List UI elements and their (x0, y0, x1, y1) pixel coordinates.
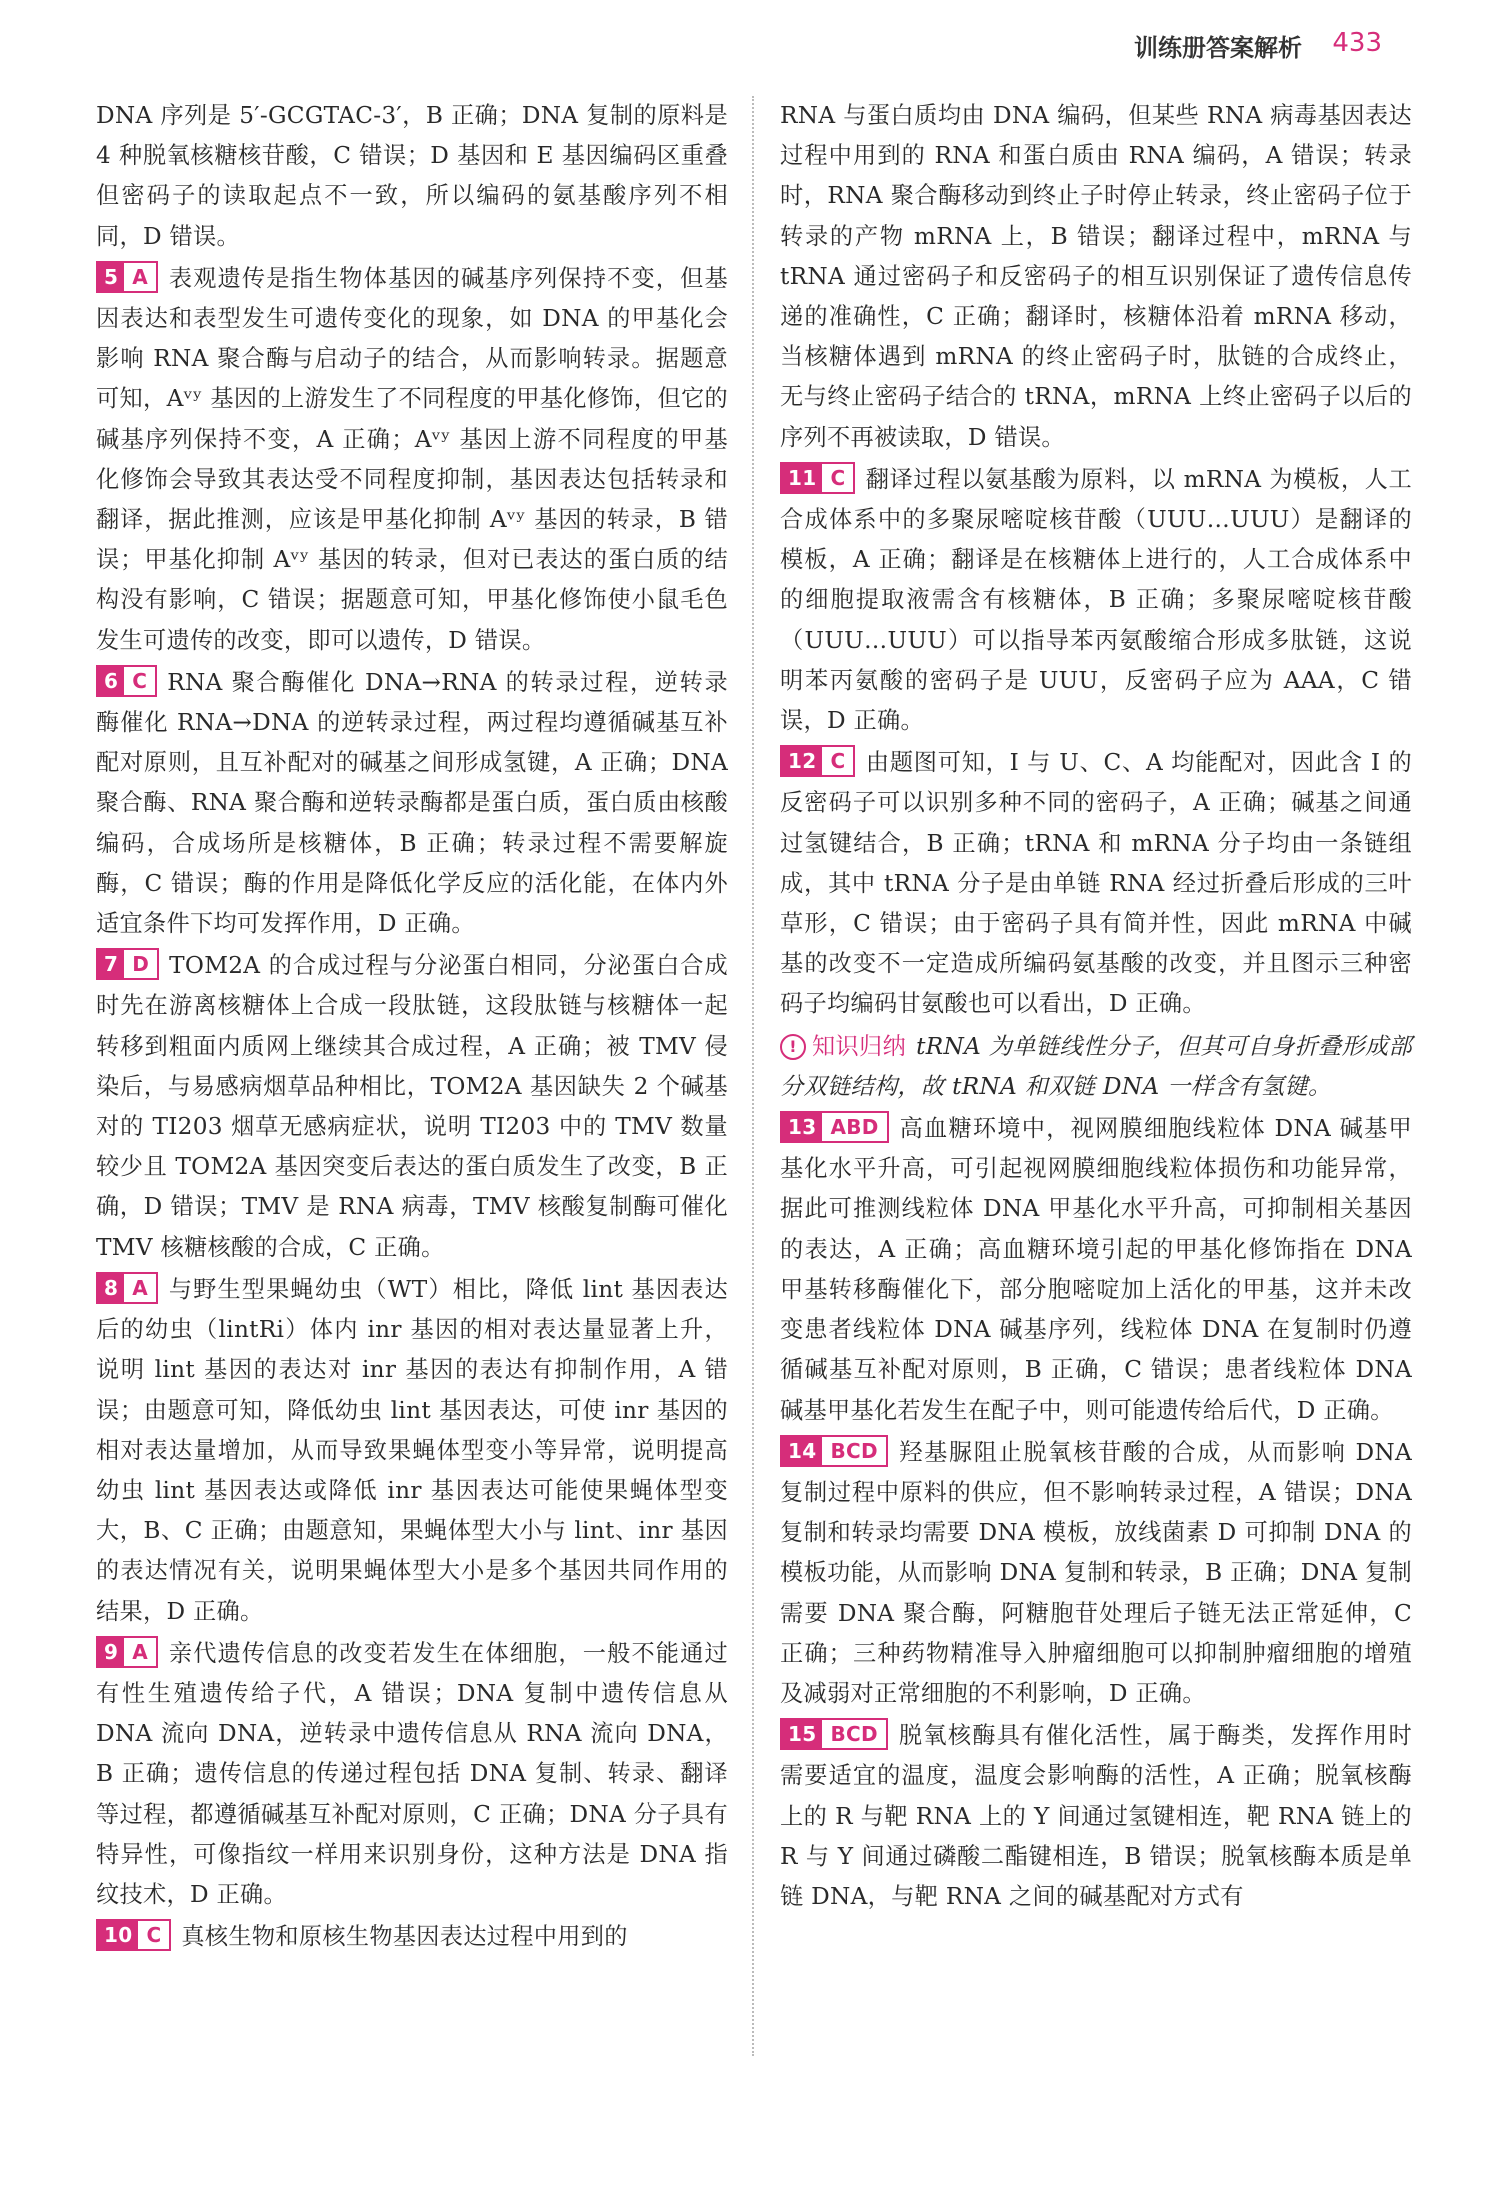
question-number: 11 (782, 464, 822, 492)
answer-tag (96, 1272, 158, 1304)
answer-text: TOM2A 的合成过程与分泌蛋白相同，分泌蛋白合成时先在游离核糖体上合成一段肽链，这段肽链与核糖体一起转移到粗面内质网上继续其合成过程，A 正确；被 TMV 侵染后，与易感病烟草品种相比，TOM2A 基因缺失 2 个碱基对的 TI203 烟草无感病症状，说明 TI203 中的 TMV 数量较少且 TOM2A 基因突变后表达的蛋白质发生了改变，B 正确，D 错误；TMV 是 RNA 病毒，TMV 核酸复制酶可催化 TMV 核糖核酸的合成，C 正确。 (96, 952, 728, 1261)
note-label: 知识归纳 (812, 1032, 907, 1060)
answer-tag (96, 261, 158, 293)
answer-letter: C (822, 464, 853, 492)
answer-letter: A (124, 1274, 156, 1302)
answer-text: 翻译过程以氨基酸为原料，以 mRNA 为模板，人工合成体系中的多聚尿嘧啶核苷酸（UUU…UUU）是翻译的模板，A 正确；翻译是在核糖体上进行的，人工合成体系中的细胞提取液需含有核糖体，B 正确；多聚尿嘧啶核苷酸（UUU…UUU）可以指导苯丙氨酸缩合形成多肽链，这说明苯丙氨酸的密码子是 UUU，反密码子应为 AAA，C 错误，D 正确。 (780, 465, 1412, 735)
question-number: 7 (98, 950, 124, 978)
answer-15 (780, 1716, 1412, 1917)
answer-6 (96, 663, 728, 944)
note-text: tRNA 为单链线性分子，但其可自身折叠形成部分双链结构，故 tRNA 和双链 DNA 一样含有氢键。 (780, 1032, 1412, 1100)
answer-text: 脱氧核酶具有催化活性，属于酶类，发挥作用时需要适宜的温度，温度会影响酶的活性，A 正确；脱氧核酶上的 R 与靶 RNA 上的 Y 间通过氢键相连，靶 RNA 链上的 R 与 Y 间通过磷酸二酯键相连，B 错误；脱氧核酶本质是单链 DNA，与靶 RNA 之间的碱基配对方式有 (780, 1722, 1412, 1910)
answer-tag (96, 1919, 171, 1951)
answer-tag (96, 1636, 158, 1668)
question-number: 15 (782, 1720, 822, 1748)
column-divider (752, 96, 754, 2056)
question-number: 12 (782, 747, 822, 775)
answer-text: 高血糖环境中，视网膜细胞线粒体 DNA 碱基甲基化水平升高，可引起视网膜细胞线粒体损伤和功能异常，据此可推测线粒体 DNA 甲基化水平升高，可抑制相关基因的表达，A 正确；高血糖环境引起的甲基化修饰指在 DNA 甲基转移酶催化下，部分胞嘧啶加上活化的甲基，这并未改变患者线粒体 DNA 碱基序列，线粒体 DNA 在复制时仍遵循碱基互补配对原则，B 正确，C 错误；患者线粒体 DNA 碱基甲基化若发生在配子中，则可能遗传给后代，D 正确。 (780, 1115, 1412, 1424)
answer-letter: ABD (822, 1113, 886, 1141)
answer-tag (780, 462, 855, 494)
answer-10 (96, 1917, 728, 1957)
right-column (780, 96, 1412, 1919)
answer-text: RNA 聚合酶催化 DNA→RNA 的转录过程，逆转录酶催化 RNA→DNA 的逆转录过程，两过程均遵循碱基互补配对原则，且互补配对的碱基之间形成氢键，A 正确；DNA 聚合酶、RNA 聚合酶和逆转录酶都是蛋白质，蛋白质由核酸编码，合成场所是核糖体，B 正确；转录过程不需要解旋酶，C 错误；酶的作用是降低化学反应的活化能，在体内外适宜条件下均可发挥作用，D 正确。 (96, 668, 728, 938)
answer-text: 亲代遗传信息的改变若发生在体细胞，一般不能通过有性生殖遗传给子代，A 错误；DNA 复制中遗传信息从 DNA 流向 DNA，逆转录中遗传信息从 RNA 流向 DNA，B 正确；遗传信息的传递过程包括 DNA 复制、转录、翻译等过程，都遵循碱基互补配对原则，C 正确；DNA 分子具有特异性，可像指纹一样用来识别身份，这种方法是 DNA 指纹技术，D 正确。 (96, 1639, 728, 1908)
answer-text: 真核生物和原核生物基因表达过程中用到的 (181, 1923, 628, 1951)
answer-text: 表观遗传是指生物体基因的碱基序列保持不变，但基因表达和表型发生可遗传变化的现象，如 DNA 的甲基化会影响 RNA 聚合酶与启动子的结合，从而影响转录。据题意可知，Aᵛʸ 基因的上游发生了不同程度的甲基化修饰，但它的碱基序列保持不变，A 正确；Aᵛʸ 基因上游不同程度的甲基化修饰会导致其表达受不同程度抑制，基因表达包括转录和翻译，据此推测，应该是甲基化抑制 Aᵛʸ 基因的转录，B 错误；甲基化抑制 Aᵛʸ 基因的转录，但对已表达的蛋白质的结构没有影响，C 错误；据题意可知，甲基化修饰使小鼠毛色发生可遗传的改变，即可以遗传，D 错误。 (96, 264, 728, 654)
answer-11 (780, 460, 1412, 741)
answer-letter: C (138, 1921, 169, 1949)
left-column (96, 96, 728, 1959)
header-title: 训练册答案解析 (1134, 34, 1302, 62)
answer-letter: D (124, 950, 157, 978)
answer-tag (780, 1111, 889, 1143)
question-number: 10 (98, 1921, 138, 1949)
question-number: 8 (98, 1274, 124, 1302)
answer-text: 与野生型果蝇幼虫（WT）相比，降低 lint 基因表达后的幼虫（lintRi）体内 inr 基因的相对表达量显著上升，说明 lint 基因的表达对 inr 基因的表达有抑制作用，A 错误；由题意可知，降低幼虫 lint 基因表达，可使 inr 基因的相对表达量增加，从而导致果蝇体型变小等异常，说明提高幼虫 lint 基因表达或降低 inr 基因表达可能使果蝇体型变大，B、C 正确；由题意知，果蝇体型大小与 lint、inr 基因的表达情况有关，说明果蝇体型大小是多个基因共同作用的结果，D 正确。 (96, 1275, 728, 1625)
answer-tag (96, 948, 159, 980)
question-number: 5 (98, 263, 124, 291)
page-number: 433 (1332, 28, 1382, 58)
answer-12 (780, 743, 1412, 1024)
question-number: 14 (782, 1437, 822, 1465)
continued-paragraph: RNA 与蛋白质均由 DNA 编码，但某些 RNA 病毒基因表达过程中用到的 RNA 和蛋白质由 RNA 编码，A 错误；转录时，RNA 聚合酶移动到终止子时停止转录，终止密码子位于转录的产物 mRNA 上，B 错误；翻译过程中，mRNA 与 tRNA 通过密码子和反密码子的相互识别保证了遗传信息传递的准确性，C 正确；翻译时，核糖体沿着 mRNA 移动，当核糖体遇到 mRNA 的终止密码子时，肽链的合成终止，无与终止密码子结合的 tRNA，mRNA 上终止密码子以后的序列不再被读取，D 错误。 (780, 102, 1412, 451)
answer-tag (780, 1435, 888, 1467)
answer-tag (780, 1718, 888, 1750)
answer-letter: BCD (822, 1720, 885, 1748)
answer-9 (96, 1634, 728, 1915)
answer-letter: C (822, 747, 853, 775)
question-number: 9 (98, 1638, 124, 1666)
answer-tag (96, 665, 157, 697)
answer-letter: C (124, 667, 155, 695)
answer-text: 由题图可知，I 与 U、C、A 均能配对，因此含 I 的反密码子可以识别多种不同的密码子，A 正确；碱基之间通过氢键结合，B 正确；tRNA 和 mRNA 分子均由一条链组成，其中 tRNA 分子是由单链 RNA 经过折叠后形成的三叶草形，C 错误；由于密码子具有简并性，因此 mRNA 中碱基的改变不一定造成所编码氨基酸的改变，并且图示三种密码子均编码甘氨酸也可以看出，D 正确。 (780, 749, 1412, 1018)
question-number: 13 (782, 1113, 822, 1141)
answer-7 (96, 946, 728, 1268)
answer-tag (780, 745, 855, 777)
answer-letter: A (124, 263, 156, 291)
answer-letter: A (124, 1638, 156, 1666)
answer-8 (96, 1270, 728, 1632)
answer-14 (780, 1433, 1412, 1714)
continued-paragraph: DNA 序列是 5′-GCGTAC-3′，B 正确；DNA 复制的原料是 4 种脱氧核糖核苷酸，C 错误；D 基因和 E 基因编码区重叠但密码子的读取起点不一致，所以编码的氨基酸序列不相同，D 错误。 (96, 102, 728, 250)
page-header (0, 14, 1510, 84)
answer-13 (780, 1109, 1412, 1431)
knowledge-note (780, 1027, 1412, 1107)
answer-letter: BCD (822, 1437, 885, 1465)
answer-text: 羟基脲阻止脱氧核苷酸的合成，从而影响 DNA 复制过程中原料的供应，但不影响转录过程，A 错误；DNA 复制和转录均需要 DNA 模板，放线菌素 D 可抑制 DNA 的模板功能，从而影响 DNA 复制和转录，B 正确；DNA 复制需要 DNA 聚合酶，阿糖胞苷处理后子链无法正常延伸，C 正确；三种药物精准导入肿瘤细胞可以抑制肿瘤细胞的增殖及减弱对正常细胞的不利影响，D 正确。 (780, 1438, 1412, 1707)
question-number: 6 (98, 667, 124, 695)
answer-5 (96, 259, 728, 661)
exclamation-icon: ! (780, 1034, 806, 1060)
